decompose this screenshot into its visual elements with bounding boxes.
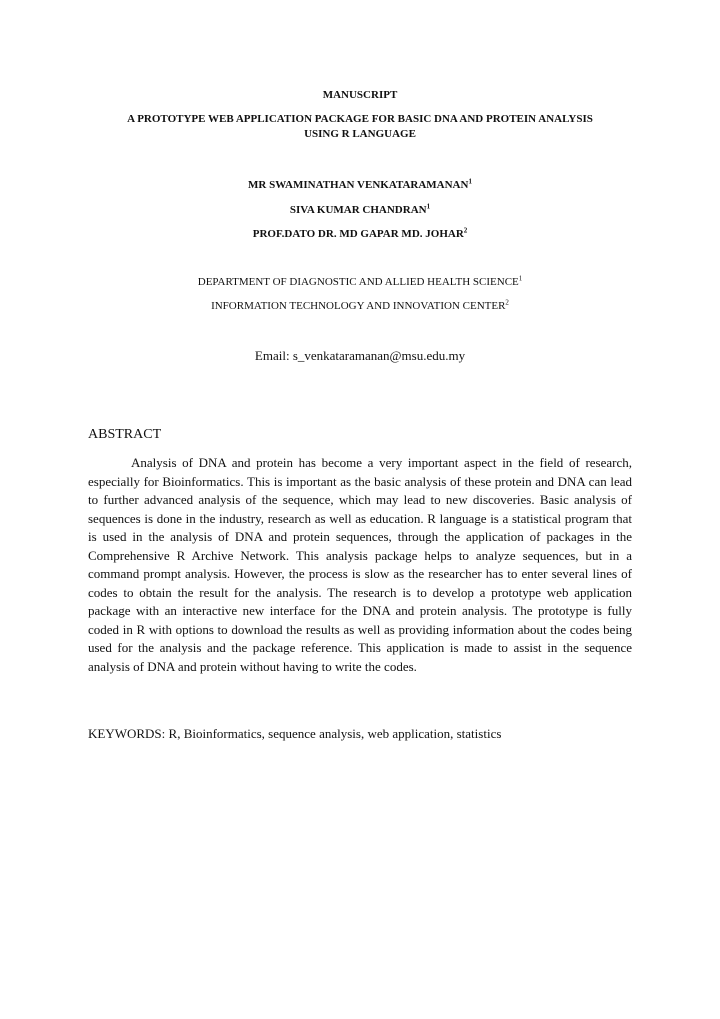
keywords: KEYWORDS: R, Bioinformatics, sequence analysis, web application, statistics: [88, 726, 502, 741]
affiliation-mark: 2: [463, 226, 468, 235]
affiliation-1: [88, 275, 632, 290]
paper-title: [88, 112, 632, 142]
paper-title-line-2: USING R LANGUAGE: [304, 128, 416, 140]
author-3: [88, 227, 632, 242]
affiliation-name: INFORMATION TECHNOLOGY AND INNOVATION CENTER: [211, 300, 506, 312]
affiliation-mark: 1: [426, 202, 431, 211]
abstract-heading: ABSTRACT: [88, 427, 162, 442]
author-1: [88, 178, 632, 193]
affiliation-2: [88, 299, 632, 314]
author-name: SIVA KUMAR CHANDRAN: [289, 204, 427, 216]
author-name: MR SWAMINATHAN VENKATARAMANAN: [248, 179, 469, 191]
author-name: PROF.DATO DR. MD GAPAR MD. JOHAR: [252, 228, 464, 240]
affiliation-mark: 2: [505, 298, 509, 307]
manuscript-label: MANUSCRIPT: [322, 89, 398, 101]
affiliation-mark: 1: [518, 274, 523, 283]
affiliation-mark: 1: [468, 177, 472, 186]
contact-email: Email: s_venkataramanan@msu.edu.my: [254, 348, 466, 363]
paper-title-line-1: A PROTOTYPE WEB APPLICATION PACKAGE FOR BASIC DNA AND PROTEIN ANALYSIS: [127, 113, 593, 125]
abstract-body: Analysis of DNA and protein has become a very important aspect in the field of research, especially for Bioinformatics. This is important as the basic analysis of these protein and DNA can lead to further advanced analysis of the sequence, which may lead to new discoveries. Basic analysis of sequences is done in the industry, research as well as education. R language is a statistical program that is used in the analysis of DNA and protein sequences, through the application of packages in the Comprehensive R Archive Network. This analysis package helps to analyze sequences, but in a command prompt analysis. However, the process is slow as the researcher has to enter several lines of codes to obtain the result for the analysis. The research is to develop a prototype web application package with an interactive new interface for the DNA and protein analysis. The prototype is fully coded in R with options to download the results as well as providing information about the codes being used for the analysis and the package reference. This application is made to assist in the sequence analysis of DNA and protein without having to write the codes.: [88, 455, 632, 674]
affiliation-name: DEPARTMENT OF DIAGNOSTIC AND ALLIED HEALTH SCIENCE: [197, 276, 519, 288]
author-2: [88, 203, 632, 218]
